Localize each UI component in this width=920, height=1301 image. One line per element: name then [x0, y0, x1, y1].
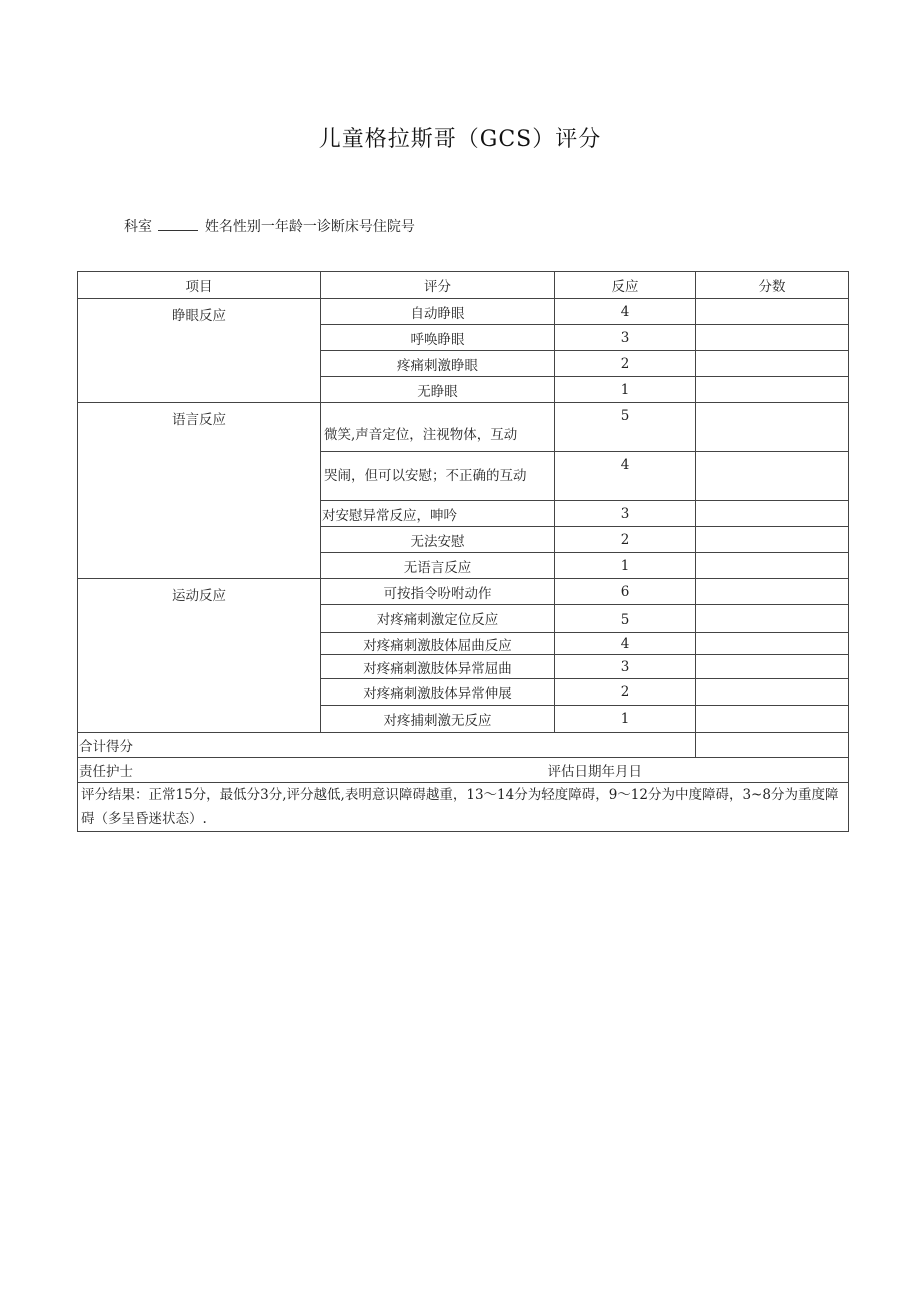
header-item: 项目 — [78, 272, 321, 299]
motor-score-cell-5[interactable] — [696, 605, 849, 633]
table-row — [78, 299, 849, 325]
nurse-label: 责任护士 — [79, 764, 133, 780]
verbal-score-cell-5[interactable] — [696, 403, 849, 452]
verbal-desc-5: 微笑,声音定位，注视物体，互动 — [321, 403, 555, 452]
patient-info-line — [124, 216, 415, 236]
table-row — [78, 403, 849, 452]
signature-row — [78, 758, 849, 783]
section-eye-opening: 睁眼反应 — [78, 299, 321, 403]
eye-val-3: 3 — [555, 325, 696, 351]
result-row — [78, 783, 849, 832]
total-score-cell[interactable] — [696, 733, 849, 758]
page-title: 儿童格拉斯哥（GCS）评分 — [318, 127, 602, 152]
result-note: 评分结果：正常15分，最低分3分,评分越低,表明意识障碍越重，13～14分为轻度障碍，9～12分为中度障碍，3~8分为重度障碍（多呈昏迷状态）. — [78, 783, 849, 832]
verbal-score-cell-1[interactable] — [696, 553, 849, 579]
total-row — [78, 733, 849, 758]
motor-desc-1: 对疼捕刺激无反应 — [321, 706, 555, 733]
verbal-val-2: 2 — [555, 527, 696, 553]
patient-fields: 姓名性别一年龄一诊断床号住院号 — [204, 219, 415, 235]
verbal-val-4: 4 — [555, 452, 696, 501]
motor-score-cell-1[interactable] — [696, 706, 849, 733]
verbal-score-cell-3[interactable] — [696, 501, 849, 527]
motor-score-cell-6[interactable] — [696, 579, 849, 605]
eye-score-cell-4[interactable] — [696, 299, 849, 325]
eye-score-cell-2[interactable] — [696, 351, 849, 377]
gcs-table — [77, 271, 849, 832]
verbal-val-1: 1 — [555, 553, 696, 579]
eye-desc-3: 呼唤睁眼 — [321, 325, 555, 351]
date-label: 评估日期年月日 — [547, 764, 642, 780]
section-verbal-response: 语言反应 — [78, 403, 321, 579]
verbal-score-cell-4[interactable] — [696, 452, 849, 501]
motor-score-cell-3[interactable] — [696, 655, 849, 679]
eye-score-cell-3[interactable] — [696, 325, 849, 351]
motor-desc-4: 对疼痛刺激肢体屈曲反应 — [321, 633, 555, 655]
eye-val-2: 2 — [555, 351, 696, 377]
header-score: 评分 — [321, 272, 555, 299]
motor-desc-5: 对疼痛刺激定位反应 — [321, 605, 555, 633]
total-label: 合计得分 — [78, 733, 696, 758]
motor-val-5: 5 — [555, 605, 696, 633]
eye-desc-2: 疼痛刺激睁眼 — [321, 351, 555, 377]
header-response: 反应 — [555, 272, 696, 299]
eye-val-4: 4 — [555, 299, 696, 325]
motor-val-1: 1 — [555, 706, 696, 733]
header-points: 分数 — [696, 272, 849, 299]
motor-val-3: 3 — [555, 655, 696, 679]
verbal-desc-2: 无法安慰 — [321, 527, 555, 553]
dept-blank[interactable] — [158, 218, 198, 231]
motor-score-cell-2[interactable] — [696, 679, 849, 706]
motor-desc-6: 可按指令吩咐动作 — [321, 579, 555, 605]
motor-desc-2: 对疼痛刺激肢体异常伸展 — [321, 679, 555, 706]
motor-val-2: 2 — [555, 679, 696, 706]
verbal-val-5: 5 — [555, 403, 696, 452]
header-row — [78, 272, 849, 299]
section-motor-response: 运动反应 — [78, 579, 321, 733]
verbal-desc-4: 哭闹，但可以安慰；不正确的互动 — [321, 452, 555, 501]
dept-label: 科室 — [124, 219, 152, 235]
motor-score-cell-4[interactable] — [696, 633, 849, 655]
verbal-val-3: 3 — [555, 501, 696, 527]
verbal-score-cell-2[interactable] — [696, 527, 849, 553]
motor-val-4: 4 — [555, 633, 696, 655]
eye-desc-4: 自动睁眼 — [321, 299, 555, 325]
eye-val-1: 1 — [555, 377, 696, 403]
verbal-desc-1: 无语言反应 — [321, 553, 555, 579]
verbal-desc-3: 对安慰异常反应，呻吟 — [321, 501, 555, 527]
table-row — [78, 579, 849, 605]
motor-desc-3: 对疼痛刺激肢体异常屈曲 — [321, 655, 555, 679]
eye-score-cell-1[interactable] — [696, 377, 849, 403]
eye-desc-1: 无睁眼 — [321, 377, 555, 403]
signature-cell — [78, 758, 849, 783]
motor-val-6: 6 — [555, 579, 696, 605]
